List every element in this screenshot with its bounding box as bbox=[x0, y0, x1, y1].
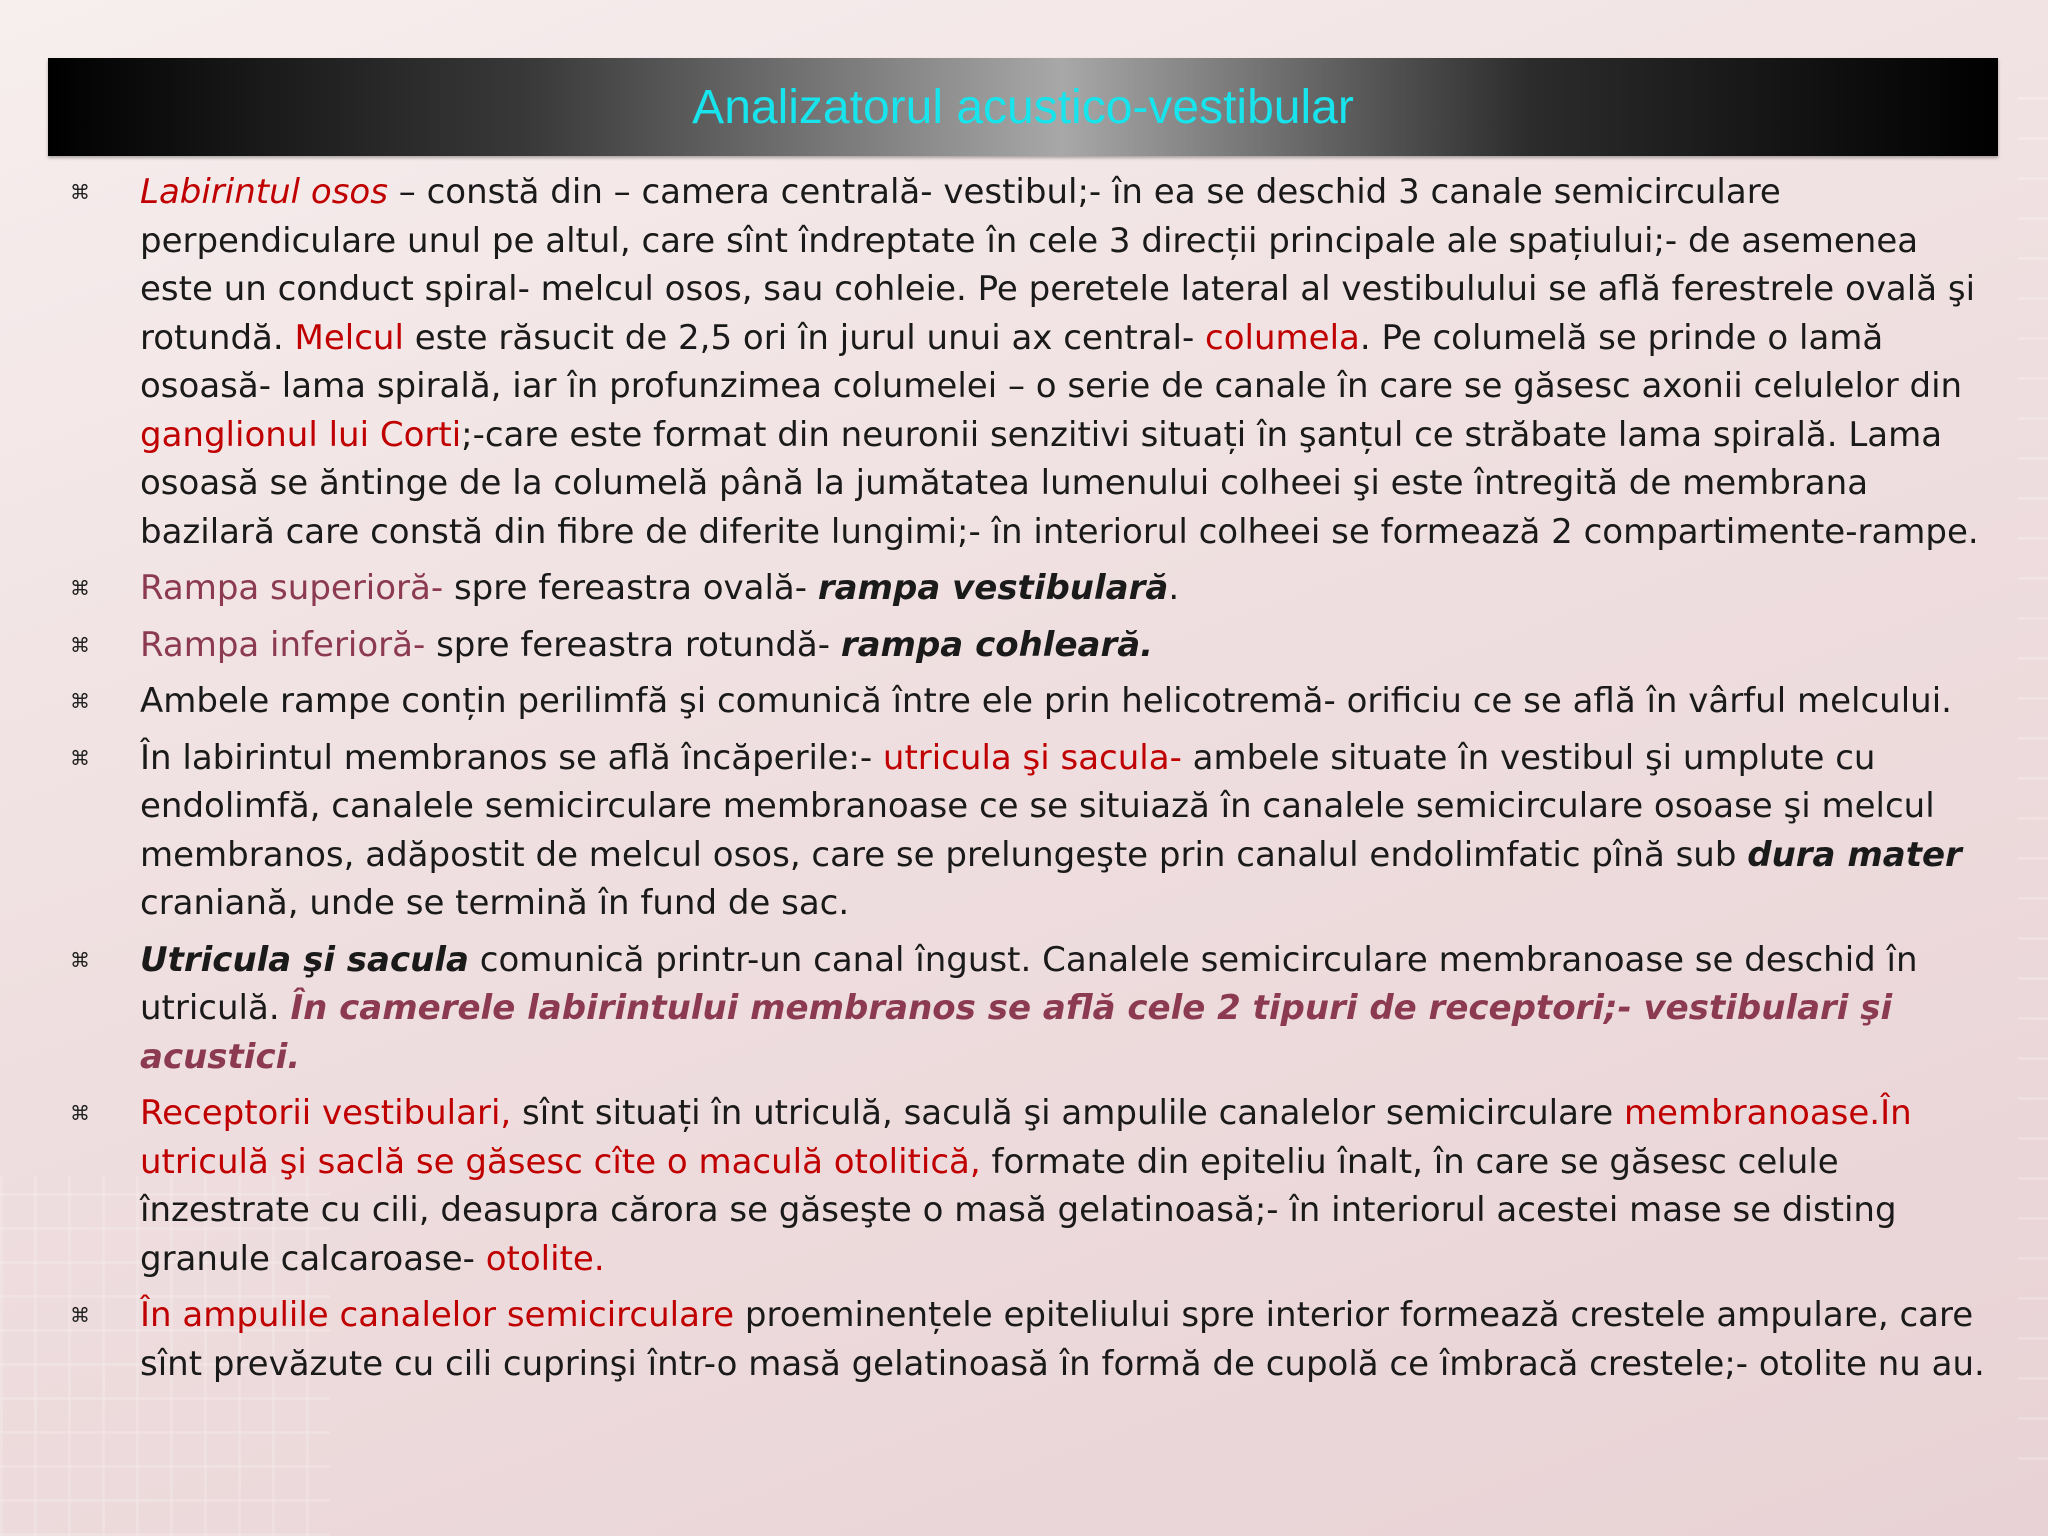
bullet-text bbox=[140, 1089, 2000, 1283]
text-segment: sînt situați în utriculă, saculă şi ampulile canalelor semicirculare bbox=[511, 1093, 1624, 1133]
slide-title: Analizatorul acustico-vestibular bbox=[692, 80, 1354, 134]
bullet-text bbox=[140, 677, 2000, 726]
text-segment: rampa vestibulară bbox=[817, 568, 1169, 608]
bullet-marker-icon: ⌘ bbox=[70, 947, 90, 972]
text-segment: Utricula şi sacula bbox=[140, 939, 469, 980]
title-bar bbox=[48, 58, 1998, 156]
text-segment: Ambele rampe conțin perilimfă şi comunică între ele prin helicotremă- orificiu ce se află în vârful melcului. bbox=[140, 681, 1952, 721]
text-segment: spre fereastra ovală- bbox=[453, 568, 818, 608]
text-segment: otolite. bbox=[485, 1238, 605, 1279]
bullet-item bbox=[70, 564, 2000, 613]
bullet-item bbox=[70, 1291, 2000, 1388]
bullet-text bbox=[140, 621, 2000, 670]
text-segment: utricula şi sacula- bbox=[882, 737, 1182, 778]
bullet-text bbox=[140, 564, 2000, 613]
text-segment: membranoase.În utriculă şi saclă se găsesc cîte o maculă otolitică, bbox=[140, 1093, 1912, 1182]
bullet-item bbox=[70, 168, 2000, 556]
bullet-item bbox=[70, 621, 2000, 670]
text-segment: Rampa inferioră- bbox=[140, 624, 437, 665]
text-segment: Receptorii vestibulari, bbox=[140, 1093, 512, 1133]
bullet-text bbox=[140, 1291, 2000, 1388]
text-segment: este răsucit de 2,5 ori în jurul unui ax central- bbox=[403, 317, 1206, 358]
text-segment: ;-care este format din neuronii senzitivi situați în şanțul ce străbate lama spirală. Lama osoasă se ăntinge de la columelă până la jumătatea lumenului colheei şi este întregită de membrana bazilară care constă din fibre de diferite lungimi;- în interiorul colheei se formează 2 compartimente-rampe. bbox=[140, 414, 1979, 552]
bullet-marker-icon: ⌘ bbox=[70, 689, 90, 713]
text-segment: Labirintul osos bbox=[140, 172, 388, 212]
text-segment: Melcul bbox=[294, 317, 404, 358]
bullet-marker-icon: ⌘ bbox=[70, 745, 90, 770]
slide-content bbox=[70, 168, 2000, 1396]
text-segment: În camerele labirintului membranos se află cele 2 tipuri de receptori;- vestibulari şi acustici. bbox=[140, 988, 1893, 1077]
bullet-item bbox=[70, 936, 2000, 1082]
bullet-marker-icon: ⌘ bbox=[70, 1303, 90, 1327]
text-segment: În labirintul membranos se află încăperile:- bbox=[140, 737, 883, 778]
text-segment: craniană, unde se termină în fund de sac. bbox=[140, 883, 850, 923]
text-segment: ganglionul lui Corti bbox=[140, 414, 462, 455]
bullet-text bbox=[140, 936, 2000, 1082]
bullet-item bbox=[70, 677, 2000, 726]
bullet-marker-icon: ⌘ bbox=[70, 576, 90, 600]
text-segment: – constă din – camera centrală- vestibul;- în ea se deschid 3 canale semicirculare perpendiculare unul pe altul, care sînt îndreptate în cele 3 direcții principale ale spațiului;- de asemenea este un conduct spiral- melcul osos, sau cohleie. Pe peretele lateral al vestibulului se află ferestrele ovală şi rotundă. bbox=[140, 172, 1976, 358]
text-segment: rampa cohleară. bbox=[840, 624, 1154, 665]
text-segment: În ampulile canalelor semicirculare bbox=[140, 1295, 735, 1335]
text-segment: columela bbox=[1205, 317, 1360, 358]
text-segment: spre fereastra rotundă- bbox=[436, 624, 841, 665]
bullet-text bbox=[140, 168, 2000, 556]
text-segment: Rampa superioră- bbox=[140, 568, 454, 608]
text-segment: comunică printr-un canal îngust. Canalele semicirculare membranoase se deschid în utriculă. bbox=[140, 939, 1918, 1028]
text-segment: formate din epiteliu înalt, în care se găsesc celule înzestrate cu cili, deasupra cărora se găseşte o masă gelatinoasă;- în interiorul acestei mase se disting granule calcaroase- bbox=[140, 1141, 1897, 1279]
text-segment: dura mater bbox=[1747, 834, 1962, 875]
background-decoration-right bbox=[2018, 60, 2048, 1460]
bullet-marker-icon: ⌘ bbox=[70, 1101, 90, 1125]
bullet-marker-icon: ⌘ bbox=[70, 632, 90, 657]
bullet-item bbox=[70, 734, 2000, 928]
text-segment: ambele situate în vestibul şi umplute cu endolimfă, canalele semicirculare membranoase ce se situiază în canalele semicirculare osoase şi melcul membranos, adăpostit de melcul osos, care se prelungeşte prin canalul endolimfatic pînă sub bbox=[140, 737, 1935, 875]
bullet-item bbox=[70, 1089, 2000, 1283]
text-segment: proeminențele epiteliului spre interior formează crestele ampulare, care sînt prevăzute cu cili cuprinşi într-o masă gelatinoasă în formă de cupolă ce îmbracă crestele;- otolite nu au. bbox=[140, 1295, 1985, 1384]
text-segment: . bbox=[1168, 568, 1180, 608]
bullet-text bbox=[140, 734, 2000, 928]
bullet-marker-icon: ⌘ bbox=[70, 180, 90, 204]
text-segment: . Pe columelă se prinde o lamă osoasă- lama spirală, iar în profunzimea columelei – o serie de canale în care se găsesc axonii celulelor din bbox=[140, 317, 1963, 406]
